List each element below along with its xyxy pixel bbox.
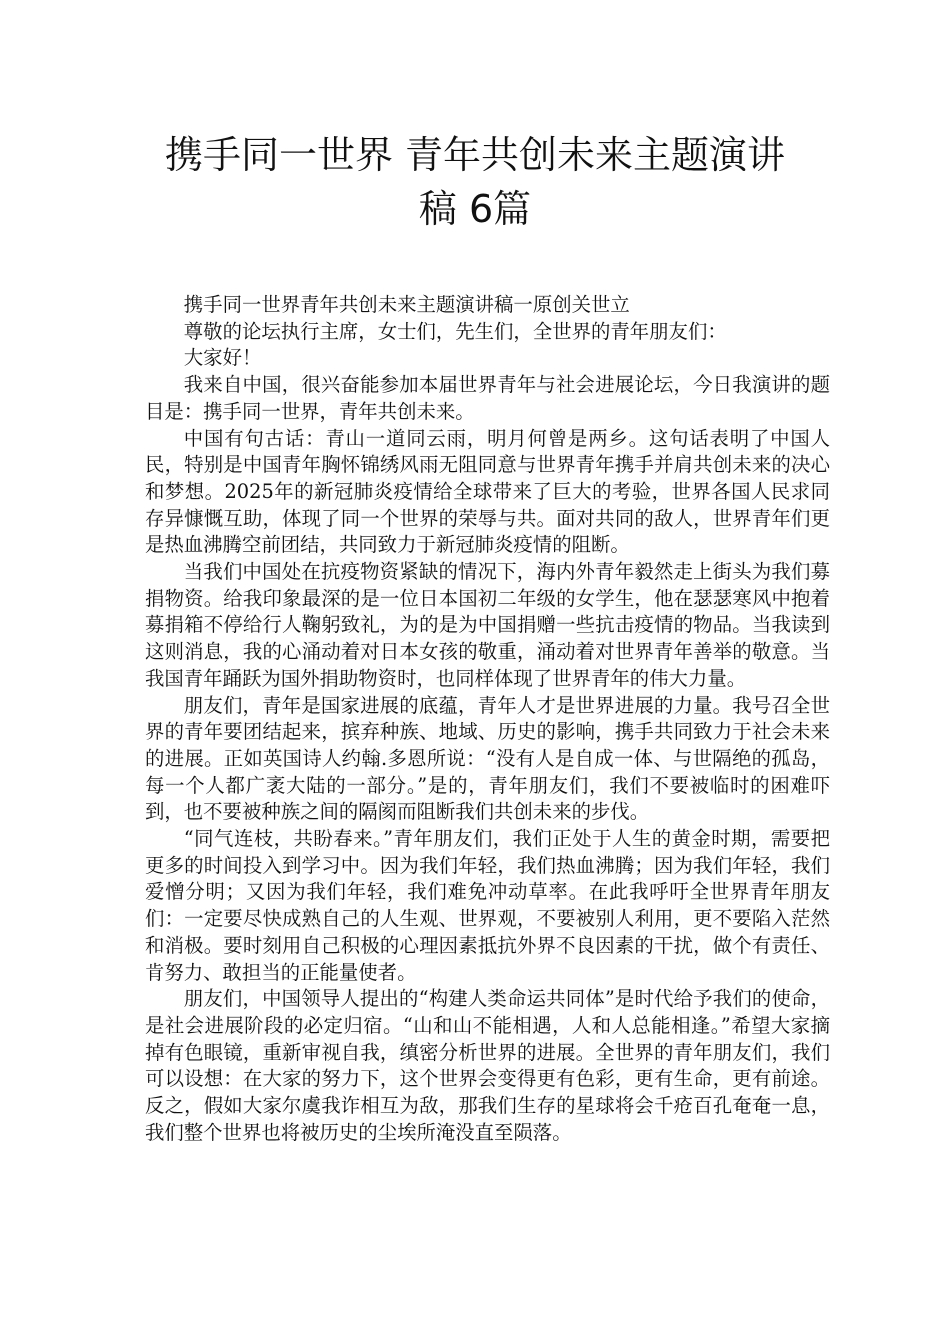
paragraph: 中国有句古话：青山一道同云雨，明月何曾是两乡。这句话表明了中国人民，特别是中国青年胸怀锦绣风雨无阻同意与世界青年携手并肩共创未来的决心和梦想。2025年的新冠肺炎疫情给全球带来了巨大的考验，世界各国人民求同存异慷慨互助，体现了同一个世界的荣辱与共。面对共同的敌人，世界青年们更是热血沸腾空前团结，共同致力于新冠肺炎疫情的阻断。 [145,426,830,557]
paragraph: 当我们中国处在抗疫物资紧缺的情况下，海内外青年毅然走上街头为我们募捐物资。给我印象最深的是一位日本国初二年级的女学生，他在瑟瑟寒风中抱着募捐箱不停给行人鞠躬致礼，为的是为中国捐赠一些抗击疫情的物品。当我读到这则消息，我的心涌动着对日本女孩的敬重，涌动着对世界青年善举的敬意。当我国青年踊跃为国外捐助物资时，也同样体现了世界青年的伟大力量。 [145,560,830,690]
document-body [145,292,830,1147]
greeting: 大家好！ [183,346,262,370]
paragraph: “同气连枝，共盼春来。”青年朋友们，我们正处于人生的黄金时期，需要把更多的时间投入到学习中。因为我们年轻，我们热血沸腾；因为我们年轻，我们爱憎分明；又因为我们年轻，我们难免冲动草率。在此我呼吁全世界青年朋友们：一定要尽快成熟自己的人生观、世界观，不要被别人利用，更不要陷入茫然和消极。要时刻用自己积极的心理因素抵抗外界不良因素的干扰，做个有责任、肯努力、敢担当的正能量使者。 [145,827,830,984]
title-line-2: 稿 6篇 [418,187,532,231]
subtitle-line: 携手同一世界青年共创未来主题演讲稿一原创关世立 [183,293,630,316]
salutation: 尊敬的论坛执行主席，女士们，先生们，全世界的青年朋友们： [183,319,727,343]
paragraph: 朋友们，青年是国家进展的底蕴，青年人才是世界进展的力量。我号召全世界的青年要团结起来，摈弃种族、地域、历史的影响，携手共同致力于社会未来的进展。正如英国诗人约翰.多恩所说：“没有人是自成一体、与世隔绝的孤岛，每一个人都广袤大陆的一部分。”是的，青年朋友们，我们不要被临时的困难吓到，也不要被种族之间的隔阂而阻断我们共创未来的步伐。 [145,693,830,824]
title-line-1: 携手同一世界 青年共创未来主题演讲 [164,133,786,177]
paragraph: 我来自中国，很兴奋能参加本届世界青年与社会进展论坛，今日我演讲的题目是：携手同一世界，青年共创未来。 [145,373,830,423]
document-title [100,128,850,236]
paragraph: 朋友们，中国领导人提出的“构建人类命运共同体”是时代给予我们的使命，是社会进展阶段的必定归宿。“山和山不能相遇，人和人总能相逢。”希望大家摘掉有色眼镜，重新审视自我，缜密分析世界的进展。全世界的青年朋友们，我们可以设想：在大家的努力下，这个世界会变得更有色彩，更有生命，更有前途。反之，假如大家尔虞我诈相互为敌，那我们生存的星球将会千疮百孔奄奄一息，我们整个世界也将被历史的尘埃所淹没直至陨落。 [145,987,830,1144]
